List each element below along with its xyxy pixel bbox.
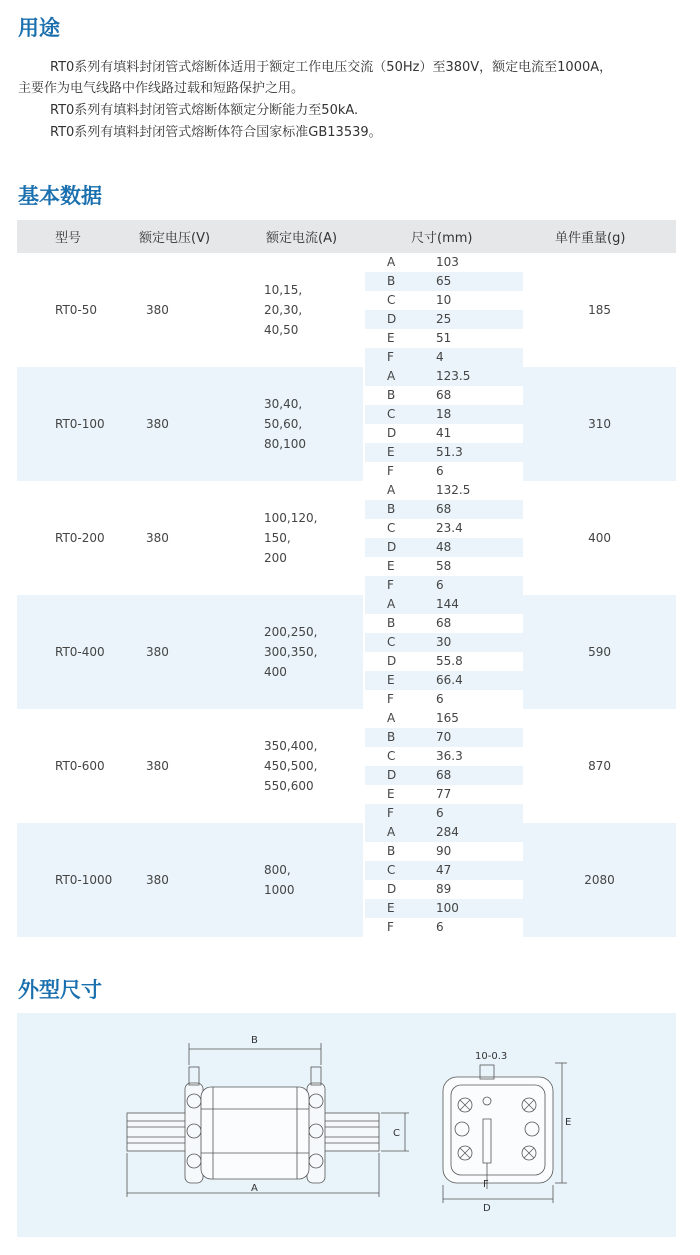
- current-cell: [250, 367, 364, 481]
- voltage-cell: 380: [130, 709, 250, 823]
- dim-value: 165: [436, 709, 523, 728]
- header-model: 型号: [17, 220, 130, 253]
- current-value: 300,350,: [264, 645, 318, 659]
- current-value: 80,100: [264, 437, 306, 451]
- dim-letter: A: [364, 823, 436, 842]
- dim-value: 25: [436, 310, 523, 329]
- data-section-title: 基本数据: [18, 184, 102, 208]
- dim-value: 123.5: [436, 367, 523, 386]
- current-value: 200,250,: [264, 625, 318, 639]
- current-value: 30,40,: [264, 397, 303, 411]
- dim-letter: F: [364, 576, 436, 595]
- voltage-cell: 380: [130, 367, 250, 481]
- dim-value: 68: [436, 614, 523, 633]
- dim-value: 132.5: [436, 481, 523, 500]
- dim-letter: B: [364, 386, 436, 405]
- voltage-cell: 380: [130, 595, 250, 709]
- table-row: [17, 253, 676, 272]
- dim-value: 89: [436, 880, 523, 899]
- model-cell: RT0-100: [17, 367, 130, 481]
- dim-letter: A: [364, 709, 436, 728]
- dim-letter: B: [364, 272, 436, 291]
- current-value: 350,400,: [264, 739, 318, 753]
- spec-table-header: [17, 220, 676, 253]
- current-value: 1000: [264, 883, 295, 897]
- dim-letter: B: [364, 500, 436, 519]
- dim-value: 6: [436, 918, 523, 937]
- weight-cell: 2080: [523, 823, 676, 937]
- current-value: 800,: [264, 863, 291, 877]
- weight-cell: 185: [523, 253, 676, 367]
- model-cell: RT0-200: [17, 481, 130, 595]
- dim-value: 70: [436, 728, 523, 747]
- current-value: 100,120,: [264, 511, 318, 525]
- usage-line-2: 主要作为电气线路中作线路过载和短路保护之用。: [18, 81, 305, 96]
- dim-value: 90: [436, 842, 523, 861]
- current-cell: [250, 481, 364, 595]
- dim-letter: E: [364, 785, 436, 804]
- spec-table: [17, 220, 676, 937]
- dim-letter: C: [364, 405, 436, 424]
- dim-letter: B: [364, 842, 436, 861]
- usage-line-3: RT0系列有填料封闭管式熔断体额定分断能力至50kA.: [50, 103, 359, 118]
- current-value: 200: [264, 551, 287, 565]
- current-cell: [250, 595, 364, 709]
- dim-value: 51: [436, 329, 523, 348]
- spec-group: [17, 481, 676, 595]
- dim-value: 4: [436, 348, 523, 367]
- usage-line-1: RT0系列有填料封闭管式熔断体适用于额定工作电压交流（50Hz）至380V，额定电流至1000A，: [50, 60, 613, 75]
- dim-label-c: C: [393, 1128, 400, 1139]
- dim-value: 48: [436, 538, 523, 557]
- dim-letter: F: [364, 462, 436, 481]
- voltage-cell: 380: [130, 823, 250, 937]
- dim-letter: D: [364, 880, 436, 899]
- spec-group: [17, 367, 676, 481]
- dim-letter: C: [364, 291, 436, 310]
- dim-letter: D: [364, 310, 436, 329]
- dim-value: 284: [436, 823, 523, 842]
- dim-letter: A: [364, 481, 436, 500]
- dim-label-d: D: [483, 1203, 491, 1214]
- spec-group: [17, 253, 676, 367]
- current-value: 550,600: [264, 779, 314, 793]
- dim-value: 18: [436, 405, 523, 424]
- dim-label-tolerance: 10-0.3: [475, 1051, 508, 1062]
- current-value: 150,: [264, 531, 291, 545]
- dim-value: 6: [436, 804, 523, 823]
- dim-letter: F: [364, 918, 436, 937]
- dim-value: 65: [436, 272, 523, 291]
- dim-label-b: B: [251, 1035, 258, 1046]
- current-value: 50,60,: [264, 417, 303, 431]
- dim-value: 66.4: [436, 671, 523, 690]
- voltage-cell: 380: [130, 253, 250, 367]
- weight-cell: 590: [523, 595, 676, 709]
- dim-letter: D: [364, 424, 436, 443]
- dim-value: 68: [436, 386, 523, 405]
- current-value: 10,15,: [264, 283, 303, 297]
- current-cell: [250, 253, 364, 367]
- model-cell: RT0-600: [17, 709, 130, 823]
- table-row: [17, 823, 676, 842]
- dim-letter: E: [364, 557, 436, 576]
- dim-letter: B: [364, 728, 436, 747]
- current-value: 400: [264, 665, 287, 679]
- dim-letter: F: [364, 690, 436, 709]
- header-current: 额定电流(A): [250, 220, 364, 253]
- dim-letter: D: [364, 652, 436, 671]
- dim-label-a: A: [251, 1183, 258, 1194]
- dim-value: 55.8: [436, 652, 523, 671]
- dim-letter: D: [364, 766, 436, 785]
- dim-value: 41: [436, 424, 523, 443]
- spec-group: [17, 823, 676, 937]
- dim-value: 144: [436, 595, 523, 614]
- table-row: [17, 709, 676, 728]
- dim-letter: A: [364, 253, 436, 272]
- dim-letter: B: [364, 614, 436, 633]
- current-cell: [250, 709, 364, 823]
- dim-value: 6: [436, 690, 523, 709]
- dim-letter: E: [364, 899, 436, 918]
- current-value: 20,30,: [264, 303, 303, 317]
- dim-value: 58: [436, 557, 523, 576]
- spec-group: [17, 709, 676, 823]
- dim-label-f: F: [483, 1179, 489, 1190]
- model-cell: RT0-400: [17, 595, 130, 709]
- dim-value: 68: [436, 500, 523, 519]
- table-row: [17, 367, 676, 386]
- dim-value: 47: [436, 861, 523, 880]
- header-weight: 单件重量(g): [523, 220, 676, 253]
- dim-letter: C: [364, 633, 436, 652]
- dim-label-e: E: [565, 1117, 572, 1128]
- header-dimensions: 尺寸(mm): [364, 220, 523, 253]
- dim-value: 77: [436, 785, 523, 804]
- dim-letter: F: [364, 348, 436, 367]
- dim-letter: C: [364, 747, 436, 766]
- dim-value: 10: [436, 291, 523, 310]
- dim-letter: C: [364, 861, 436, 880]
- current-value: 450,500,: [264, 759, 318, 773]
- usage-title: 用途: [18, 16, 60, 40]
- dim-letter: A: [364, 595, 436, 614]
- dim-value: 6: [436, 462, 523, 481]
- header-voltage: 额定电压(V): [130, 220, 250, 253]
- dim-value: 30: [436, 633, 523, 652]
- dim-value: 36.3: [436, 747, 523, 766]
- outline-drawing-svg: [17, 1013, 676, 1237]
- dim-letter: A: [364, 367, 436, 386]
- weight-cell: 870: [523, 709, 676, 823]
- dim-value: 6: [436, 576, 523, 595]
- dim-value: 51.3: [436, 443, 523, 462]
- weight-cell: 310: [523, 367, 676, 481]
- dim-letter: F: [364, 804, 436, 823]
- outline-title: 外型尺寸: [18, 978, 102, 1002]
- current-value: 40,50: [264, 323, 299, 337]
- dim-letter: E: [364, 443, 436, 462]
- dim-value: 100: [436, 899, 523, 918]
- dim-letter: E: [364, 329, 436, 348]
- model-cell: RT0-1000: [17, 823, 130, 937]
- table-row: [17, 481, 676, 500]
- dim-value: 68: [436, 766, 523, 785]
- dim-letter: D: [364, 538, 436, 557]
- current-cell: [250, 823, 364, 937]
- voltage-cell: 380: [130, 481, 250, 595]
- dim-letter: C: [364, 519, 436, 538]
- dim-letter: E: [364, 671, 436, 690]
- table-row: [17, 595, 676, 614]
- usage-line-4: RT0系列有填料封闭管式熔断体符合国家标准GB13539。: [50, 125, 382, 140]
- dim-value: 23.4: [436, 519, 523, 538]
- outline-drawing: [17, 1013, 676, 1237]
- dim-value: 103: [436, 253, 523, 272]
- spec-group: [17, 595, 676, 709]
- model-cell: RT0-50: [17, 253, 130, 367]
- weight-cell: 400: [523, 481, 676, 595]
